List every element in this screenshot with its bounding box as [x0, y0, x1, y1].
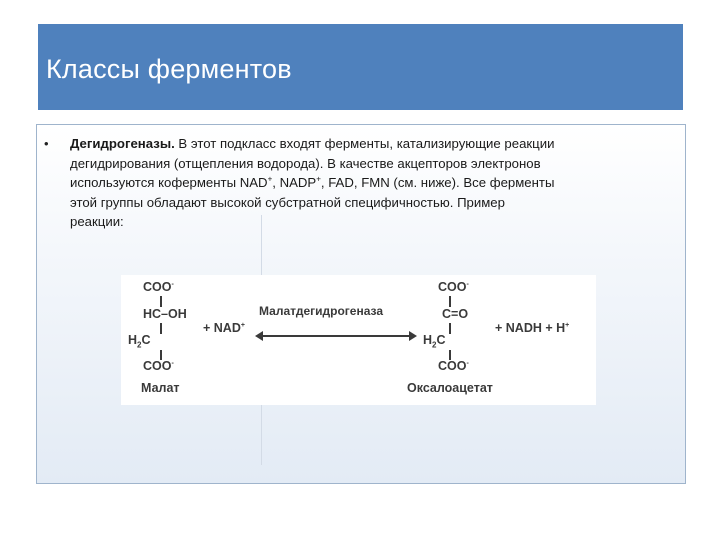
paragraph-line-5: реакции: [70, 214, 124, 229]
malate-bond-2 [160, 323, 162, 334]
bullet-icon: • [44, 136, 49, 151]
line3-b: , NADP [272, 175, 317, 190]
malate-coo-bottom: COO- [143, 359, 174, 373]
body-paragraph [70, 134, 668, 232]
oxaloacetate-c-o: C=O [442, 307, 469, 321]
oxaloacetate-bond-1 [449, 296, 451, 307]
right-products: + NADH + H+ [495, 321, 570, 335]
arrow-left-head-icon [255, 331, 263, 341]
oxaloacetate-name: Оксалоацетат [407, 381, 493, 395]
oxaloacetate-h2c: $H_2C$ [423, 333, 446, 350]
malate-name: Малат [141, 381, 180, 395]
line3-sup2: + [316, 174, 321, 184]
malate-h2c: $H_2C$ [128, 333, 151, 350]
bold-lead: Дегидрогеназы. [70, 136, 175, 151]
enzyme-label: Малатдегидрогеназа [259, 304, 383, 318]
oxaloacetate-coo-bottom: COO- [438, 359, 469, 373]
line1-rest: В этот подкласс входят ферменты, катализирующие реакции [174, 136, 555, 151]
paragraph-line-1 [70, 134, 668, 154]
paragraph-line-4: этой группы обладают высокой субстратной специфичностью. Пример [70, 194, 505, 210]
paragraph-line-3 [70, 173, 668, 193]
line3-c: , FAD, FMN (см. ниже). Все ферменты [320, 175, 555, 190]
malate-coo-top: COO- [143, 280, 174, 294]
oxaloacetate-coo-top: COO- [438, 280, 469, 294]
paragraph-line-2: дегидрирования (отщепления водорода). В качестве акцепторов электронов [70, 155, 541, 171]
reversible-arrow [259, 335, 411, 337]
line3-sup1: + [267, 174, 273, 184]
arrow-right-head-icon [409, 331, 417, 341]
malate-hc-oh: HC–OH [143, 307, 187, 321]
reaction-image [121, 275, 596, 405]
oxaloacetate-bond-2 [449, 323, 451, 334]
malate-bond-1 [160, 296, 162, 307]
slide-title: Классы ферментов [46, 54, 292, 84]
line3-a: используются коферменты NAD [70, 175, 268, 190]
left-reagent: + NAD+ [203, 321, 245, 335]
title-bar [38, 24, 683, 110]
